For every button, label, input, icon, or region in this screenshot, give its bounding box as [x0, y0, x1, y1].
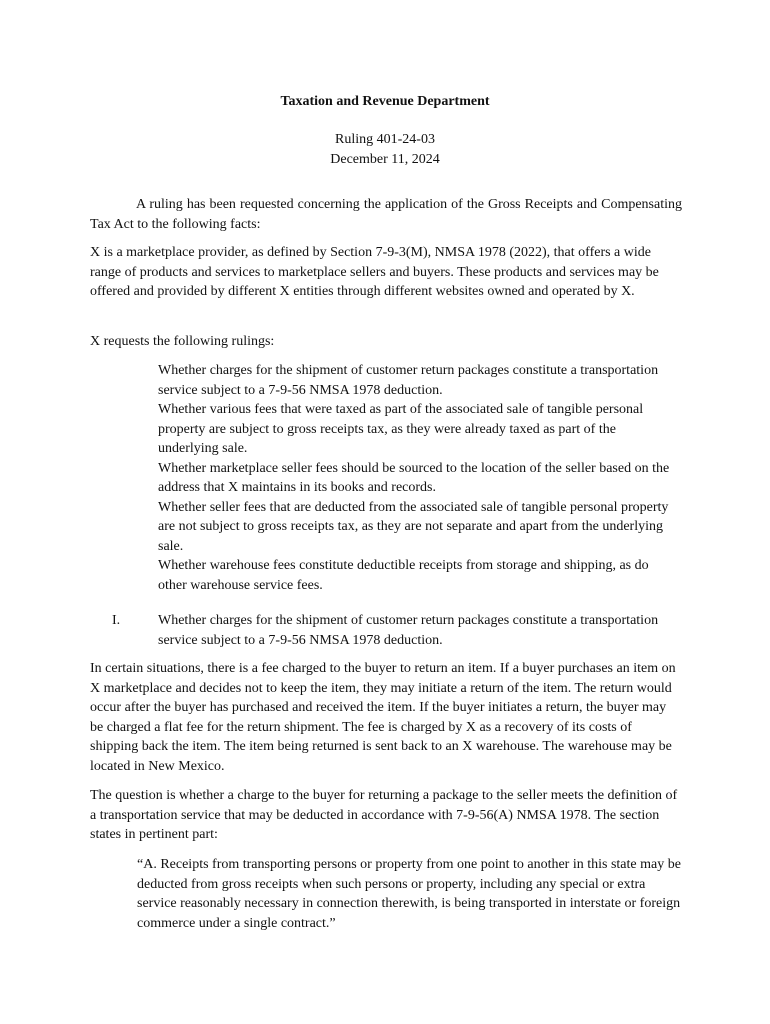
list-item: Whether various fees that were taxed as part of the associated sale of tangible personal property are subject to gross receipts tax, as they were already taxed as part of the underlying sale.	[158, 402, 644, 456]
list-item: Whether warehouse fees constitute deductible receipts from storage and shipping, as do other warehouse service fees.	[158, 558, 649, 593]
ruling-number: Ruling 401-24-03	[335, 132, 435, 147]
ruling-header	[0, 130, 770, 170]
list-item: Whether seller fees that are deducted from the associated sale of tangible personal property are not subject to gross receipts tax, as they are not separate and apart from the underlying sale.	[158, 499, 669, 554]
requests-lead: X requests the following rulings:	[90, 334, 275, 349]
section-paragraph-1: In certain situations, there is a fee charged to the buyer to return an item. If a buyer purchases an item on X marketplace and decides not to keep the item, they may initiate a return of the item. The return would occur after the buyer has purchased and received the item. If the buyer initiates a return, the buyer may be charged a flat fee for the return shipment. The fee is charged by X as a recovery of its costs of shipping back the item. The item being returned is sent back to an X warehouse. The warehouse may be located in New Mexico.	[90, 661, 676, 774]
ruling-date: December 11, 2024	[330, 152, 440, 167]
facts-paragraph: X is a marketplace provider, as defined by Section 7-9-3(M), NMSA 1978 (2022), that offers a wide range of products and services to marketplace sellers and buyers. These products and services may be offered and provided by different X entities through different websites owned and operated by X.	[90, 245, 659, 299]
rulings-requested-list	[158, 361, 678, 595]
request-paragraph: A ruling has been requested concerning the application of the Gross Receipts and Compensating Tax Act to the following facts:	[90, 197, 682, 232]
department-title: Taxation and Revenue Department	[280, 94, 490, 109]
list-item: Whether marketplace seller fees should be sourced to the location of the seller based on the address that X maintains in its books and records.	[158, 460, 670, 495]
statute-quote: “A. Receipts from transporting persons or property from one point to another in this state may be deducted from gross receipts when such persons or property, including any special or extra service reasonably necessary in connection therewith, is being transported in interstate or foreign commerce under a single contract.”	[137, 857, 681, 931]
section-heading: Whether charges for the shipment of customer return packages constitute a transportation service subject to a 7-9-56 NMSA 1978 deduction.	[158, 613, 659, 648]
list-item: Whether charges for the shipment of customer return packages constitute a transportation service subject to a 7-9-56 NMSA 1978 deduction.	[158, 363, 659, 398]
section-paragraph-2: The question is whether a charge to the buyer for returning a package to the seller meets the definition of a transportation service that may be deducted in accordance with 7-9-56(A) NMSA 1978. The section states in pertinent part:	[90, 788, 678, 842]
section-number: I.	[112, 613, 121, 628]
